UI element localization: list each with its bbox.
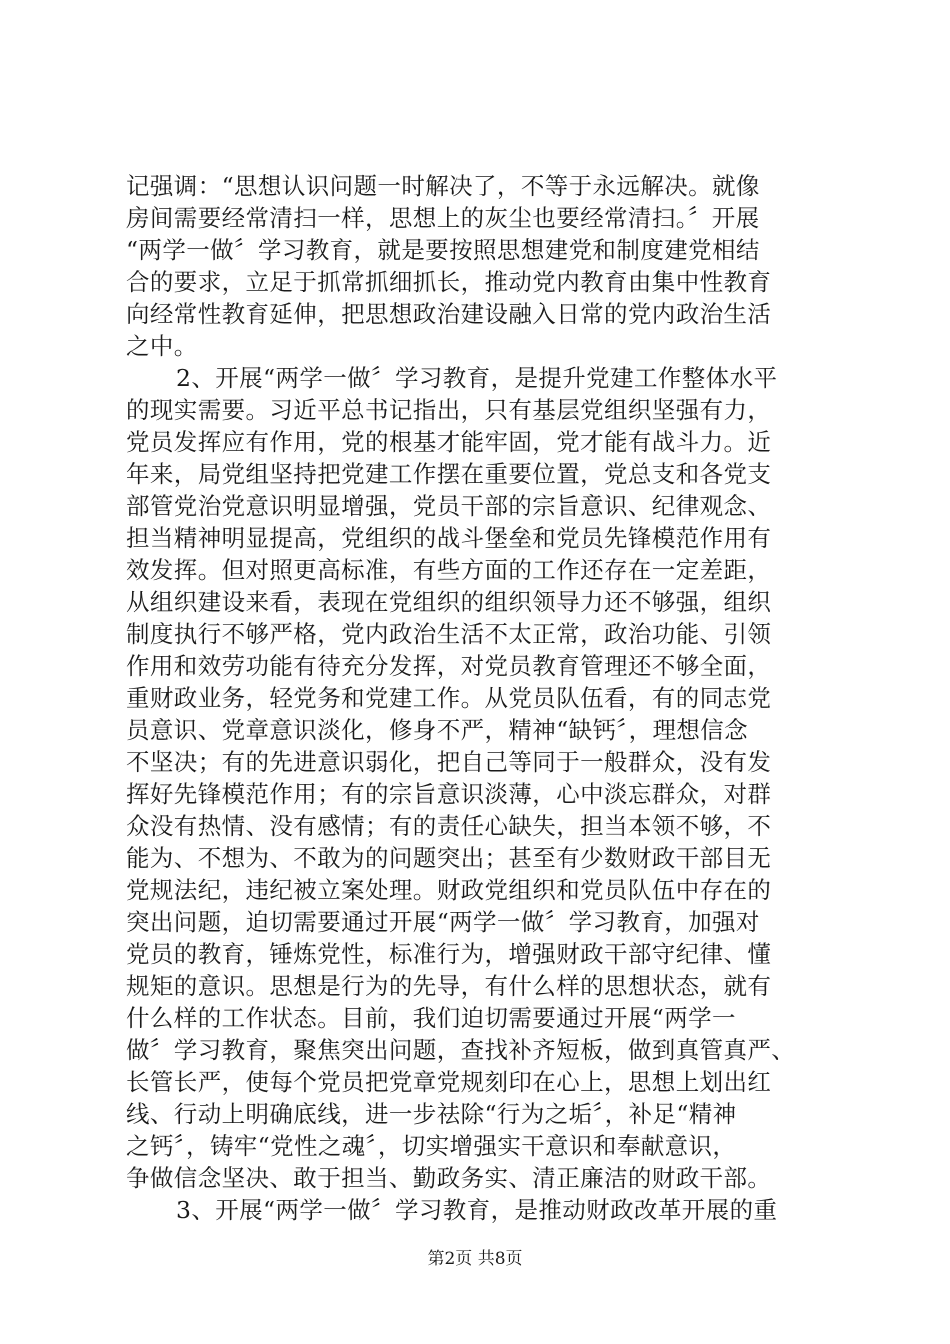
text-line: 能为、不想为、不敢为的问题突出；甚至有少数财政干部目无	[126, 844, 772, 872]
text-line: 做〞学习教育，聚焦突出问题，查找补齐短板，做到真管真严、	[126, 1036, 796, 1064]
document-body	[126, 170, 830, 1226]
text-line: 效发挥。但对照更高标准，有些方面的工作还存在一定差距，	[126, 556, 772, 584]
text-line: 争做信念坚决、敢于担当、勤政务实、清正廉洁的财政干部。	[126, 1164, 772, 1192]
text-line: 挥好先锋模范作用；有的宗旨意识淡薄，心中淡忘群众，对群	[126, 780, 772, 808]
text-line: 从组织建设来看，表现在党组织的组织领导力还不够强，组织	[126, 588, 772, 616]
page-footer: 第2页 共8页	[427, 1249, 523, 1269]
text-line: 部管党治党意识明显增强，党员干部的宗旨意识、纪律观念、	[126, 492, 772, 520]
text-line: 党员的教育，锤炼党性，标准行为，增强财政干部守纪律、懂	[126, 940, 772, 968]
text-line: 制度执行不够严格，党内政治生活不太正常，政治功能、引领	[126, 620, 772, 648]
text-line: 线、行动上明确底线，进一步祛除“行为之垢〞，补足“精神	[126, 1100, 737, 1128]
text-line: 年来，局党组坚持把党建工作摆在重要位置，党总支和各党支	[126, 460, 772, 488]
text-line: 重财政业务，轻党务和党建工作。从党员队伍看，有的同志党	[126, 684, 772, 712]
text-line: 担当精神明显提高，党组织的战斗堡垒和党员先锋模范作用有	[126, 524, 772, 552]
text-line: 众没有热情、没有感情；有的责任心缺失，担当本领不够，不	[126, 812, 772, 840]
text-line: 之中。	[126, 332, 198, 360]
text-line: 党员发挥应有作用，党的根基才能牢固，党才能有战斗力。近	[126, 428, 772, 456]
text-line: 突出问题，迫切需要通过开展“两学一做〞学习教育，加强对	[126, 908, 760, 936]
text-line: 记强调：“思想认识问题一时解决了，不等于永远解决。就像	[126, 172, 760, 200]
text-line: 员意识、党章意识淡化，修身不严，精神“缺钙〞，理想信念	[126, 716, 749, 744]
text-line: 不坚决；有的先进意识弱化，把自己等同于一般群众，没有发	[126, 748, 772, 776]
text-line: 什么样的工作状态。目前，我们迫切需要通过开展“两学一	[126, 1004, 736, 1032]
text-line: 之钙〞，铸牢“党性之魂〞，切实增强实干意识和奉献意识，	[126, 1132, 737, 1160]
text-line: 党规法纪，违纪被立案处理。财政党组织和党员队伍中存在的	[126, 876, 772, 904]
text-line: “两学一做〞学习教育，就是要按照思想建党和制度建党相结	[126, 236, 760, 264]
text-line: 长管长严，使每个党员把党章党规刻印在心上，思想上划出红	[126, 1068, 772, 1096]
text-line: 规矩的意识。思想是行为的先导，有什么样的思想状态，就有	[126, 972, 772, 1000]
text-line: 的现实需要。习近平总书记指出，只有基层党组织坚强有力，	[126, 396, 772, 424]
text-line: 3、开展“两学一做〞学习教育，是推动财政改革开展的重	[176, 1196, 778, 1224]
text-line: 房间需要经常清扫一样，思想上的灰尘也要经常清扫。〞开展	[126, 204, 760, 232]
text-line: 作用和效劳功能有待充分发挥，对党员教育管理还不够全面，	[126, 652, 772, 680]
text-line: 2、开展“两学一做〞学习教育，是提升党建工作整体水平	[176, 364, 778, 392]
text-line: 向经常性教育延伸，把思想政治建设融入日常的党内政治生活	[126, 300, 772, 328]
text-line: 合的要求，立足于抓常抓细抓长，推动党内教育由集中性教育	[126, 268, 772, 296]
